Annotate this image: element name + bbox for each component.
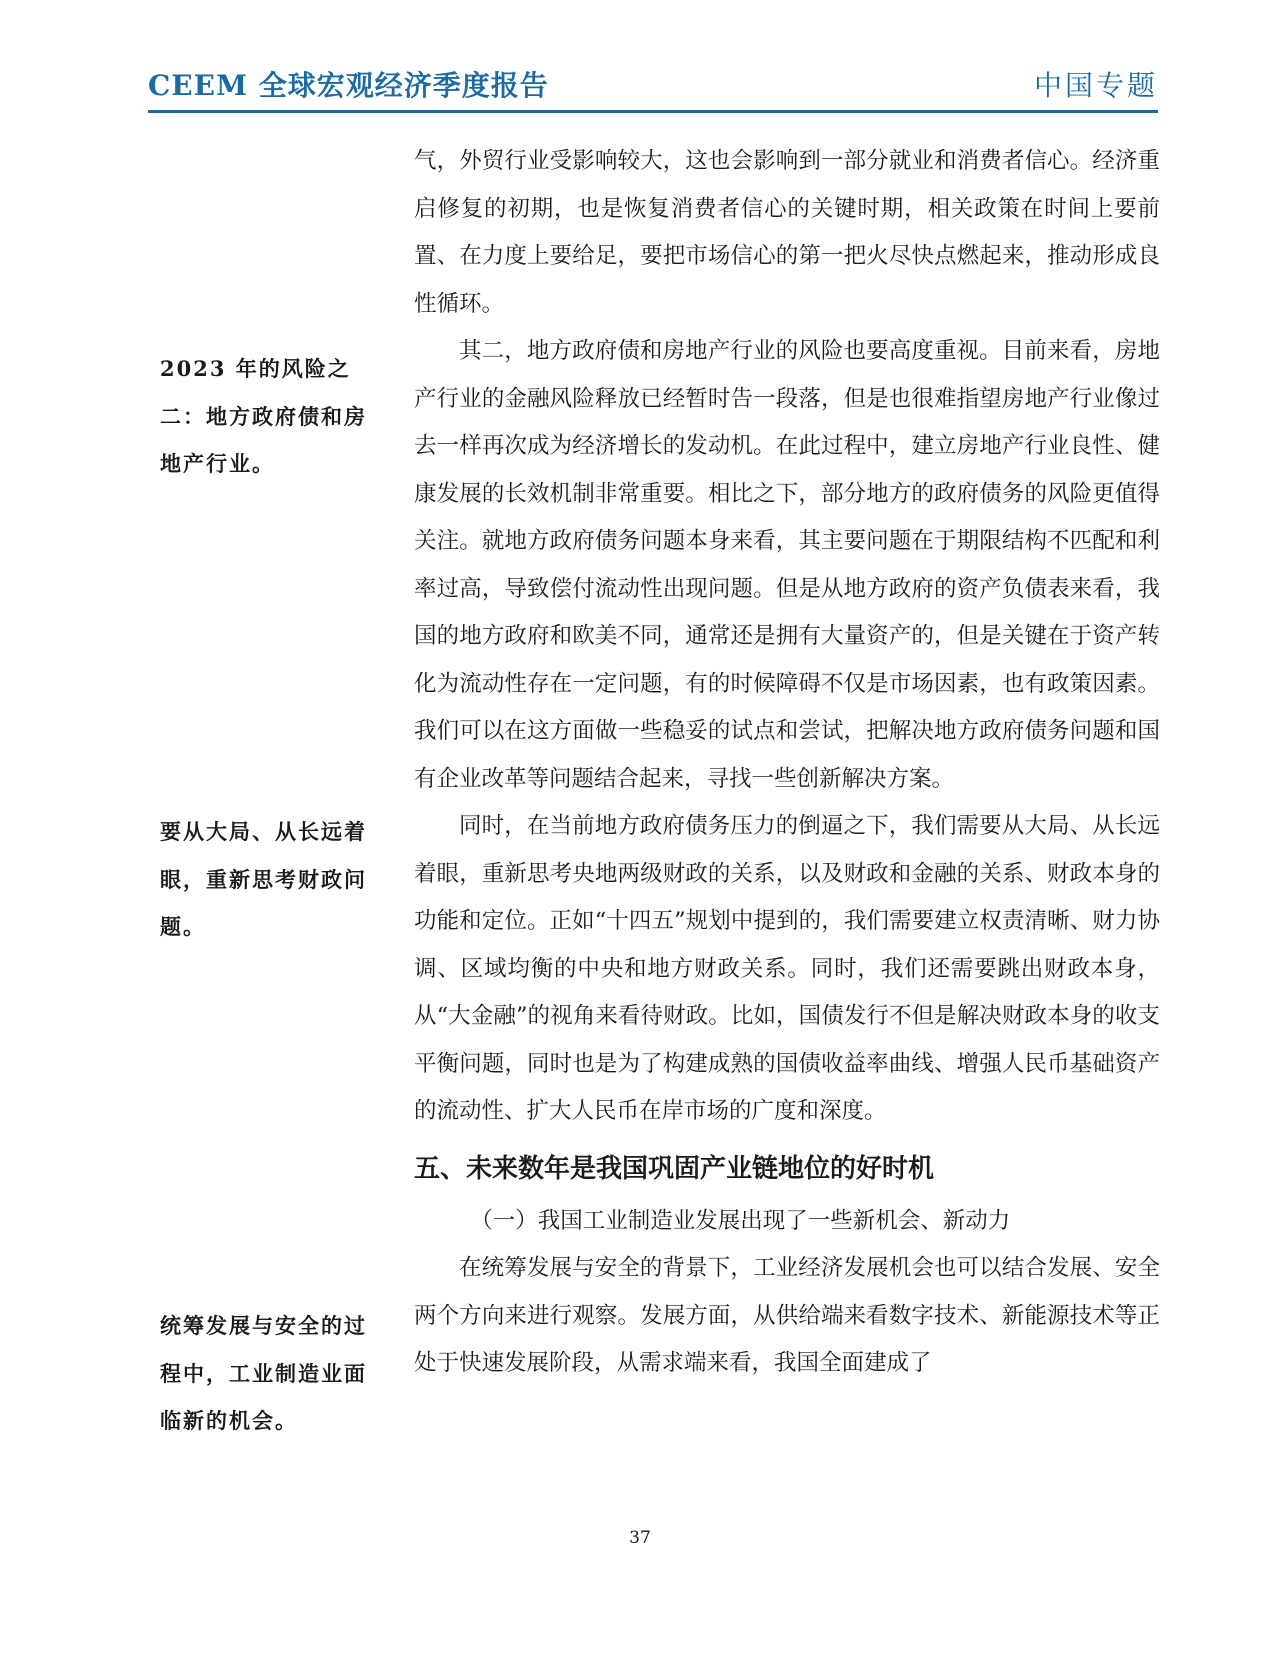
subsection-title: （一）我国工业制造业发展出现了一些新机会、新动力 xyxy=(470,1207,1011,1234)
margin-note-risk: 2023 年的风险之二：地方政府债和房地产行业。 xyxy=(160,356,367,476)
main-text xyxy=(414,138,1160,1388)
report-title: CEEM 全球宏观经济季度报告 xyxy=(148,69,549,102)
section-title: 五、未来数年是我国巩固产业链地位的好时机 xyxy=(414,1153,935,1184)
page-number: 37 xyxy=(629,1528,651,1548)
paragraph-consumer-confidence: 气，外贸行业受影响较大，这也会影响到一部分就业和消费者信心。经济重启修复的初期，也是恢复消费者信心的关键时期，相关政策在时间上要前置、在力度上要给足，要把市场信心的第一把火尽快点燃起来，推动形成良性循环。 xyxy=(414,148,1160,317)
paragraph-local-debt: 其二，地方政府债和房地产行业的风险也要高度重视。目前来看，房地产行业的金融风险释放已经暂时告一段落，但是也很难指望房地产行业像过去一样再次成为经济增长的发动机。在此过程中，建立房地产行业良性、健康发展的长效机制非常重要。相比之下，部分地方的政府债务的风险更值得关注。就地方政府债务问题本身来看，其主要问题在于期限结构不匹配和利率过高，导致偿付流动性出现问题。但是从地方政府的资产负债表来看，我国的地方政府和欧美不同，通常还是拥有大量资产的，但是关键在于资产转化为流动性存在一定问题，有的时候障碍不仅是市场因素，也有政策因素。我们可以在这方面做一些稳妥的试点和尝试，把解决地方政府债务问题和国有企业改革等问题结合起来，寻找一些创新解决方案。 xyxy=(414,338,1160,792)
section-label: 中国专题 xyxy=(1033,69,1158,102)
margin-note-fiscal: 要从大局、从长远着眼，重新思考财政问题。 xyxy=(160,819,367,939)
margin-note-manufacturing: 统筹发展与安全的过程中，工业制造业面临新的机会。 xyxy=(160,1313,367,1433)
page-header xyxy=(148,60,1158,113)
paragraph-fiscal-relations: 同时，在当前地方政府债务压力的倒逼之下，我们需要从大局、从长远着眼，重新思考央地两级财政的关系，以及财政和金融的关系、财政本身的功能和定位。正如“十四五”规划中提到的，我们需要建立权责清晰、财力协调、区域均衡的中央和地方财政关系。同时，我们还需要跳出财政本身，从“大金融”的视角来看待财政。比如，国债发行不但是解决财政本身的收支平衡问题，同时也是为了构建成熟的国债收益率曲线、增强人民币基础资产的流动性、扩大人民币在岸市场的广度和深度。 xyxy=(414,813,1160,1124)
paragraph-development-security: 在统筹发展与安全的背景下，工业经济发展机会也可以结合发展、安全两个方向来进行观察。发展方面，从供给端来看数字技术、新能源技术等正处于快速发展阶段，从需求端来看，我国全面建成了 xyxy=(414,1255,1160,1376)
